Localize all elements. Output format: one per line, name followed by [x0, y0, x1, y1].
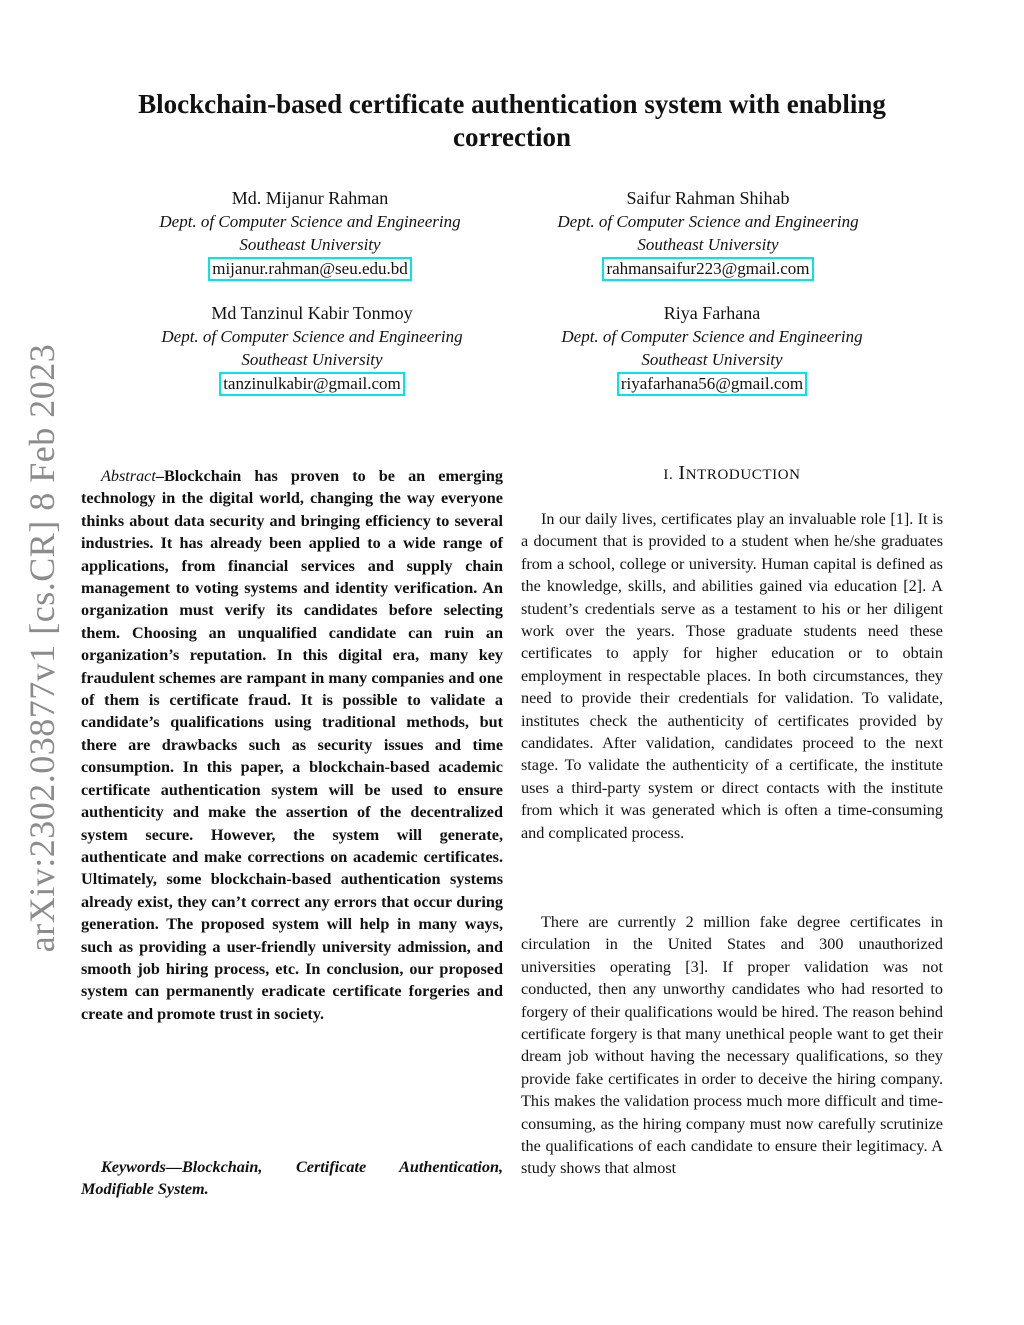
- author-name: Md. Mijanur Rahman: [231, 188, 389, 208]
- section-heading-introduction: [521, 462, 943, 485]
- author-dept: Dept. of Computer Science and Engineering: [159, 212, 461, 231]
- paper-title: Blockchain-based certificate authentication system with enabling correction: [138, 89, 886, 152]
- author-block: [100, 186, 520, 281]
- author-university: Southeast University: [239, 235, 381, 254]
- abstract-label: Abstract: [101, 467, 156, 485]
- intro-paragraph: In our daily lives, certificates play an invaluable role [1]. It is a document that is provided to a student when he/she graduates from a school, college or university. Human capital is defined as the knowledge, skills, and abilities gained via education [2]. A student’s credentials serve as a testament to his or her diligent work over the years. Those graduate students need these certificates to apply for higher education or to obtain employment in respectable places. In both circumstances, they need to provide their credentials for validation. To validate, institutes check the authenticity of certificates provided by candidates. After validation, candidates proceed to the next stage. To validate the authenticity of a certificate, the institute uses a third-party system or direct contacts with the institute from which it was generated which is often a time-consuming and complicated process.: [521, 510, 943, 842]
- author-university: Southeast University: [641, 350, 783, 369]
- author-email-link[interactable]: riyafarhana56@gmail.com: [617, 372, 807, 396]
- intro-paragraph: There are currently 2 million fake degree certificates in circulation in the United States and 300 unauthorized universities operating [3]. If proper validation was not conducted, then any unworthy candidates who had resorted to forgery of their qualifications would be hired. The reason behind certificate forgery is that many unethical people want to get their dream job without having the necessary qualifications, so they provide fake certificates in order to deceive the hiring company. This makes the validation process much more difficult and time-consuming, as the hiring company must now carefully scrutinize the qualifications of each candidate to ensure their legitimacy. A study shows that almost: [521, 913, 943, 1178]
- arxiv-stamp: arXiv:2302.03877v1 [cs.CR] 8 Feb 2023: [22, 343, 62, 953]
- abstract: [81, 465, 503, 1025]
- author-block: [102, 301, 522, 396]
- section-heading-initial: I: [678, 462, 686, 484]
- author-name: Riya Farhana: [663, 303, 761, 323]
- author-email-link[interactable]: mijanur.rahman@seu.edu.bd: [208, 257, 412, 281]
- abstract-text: Blockchain has proven to be an emerging technology in the digital world, changing the way everyone thinks about data security and bringing efficiency to several industries. It has already been applied to a wide range of applications, from financial services and supply chain management to voting systems and identity verification. An organization must verify its candidates before selecting them. Choosing an unqualified candidate can ruin an organization’s reputation. In this digital era, many key fraudulent schemes are rampant in many companies and one of them is certificate fraud. It is possible to validate a candidate’s qualifications using traditional methods, but there are drawbacks such as security issues and time consumption. In this paper, a blockchain-based academic certificate authentication system will be used to ensure authenticity and make the assertion of the decentralized system secure. However, the system will generate, authenticate and make corrections on academic certificates. Ultimately, some blockchain-based authentication systems already exist, they can’t correct any errors that occur during generation. The proposed system will help in many ways, such as providing a user-friendly university admission, and smooth job hiring process, etc. In conclusion, our proposed system can permanently eradicate certificate forgeries and create and promote trust in society.: [81, 467, 503, 1023]
- abstract-dash: –: [155, 467, 164, 485]
- author-university: Southeast University: [241, 350, 383, 369]
- keywords: Keywords—Blockchain, Certificate Authentication, Modifiable System.: [81, 1158, 503, 1199]
- author-email-link[interactable]: tanzinulkabir@gmail.com: [219, 372, 405, 396]
- author-university: Southeast University: [637, 235, 779, 254]
- author-name: Saifur Rahman Shihab: [626, 188, 790, 208]
- author-dept: Dept. of Computer Science and Engineering: [161, 327, 463, 346]
- author-block: [502, 301, 922, 396]
- author-block: [498, 186, 918, 281]
- author-dept: Dept. of Computer Science and Engineering: [561, 327, 863, 346]
- section-heading-rest: NTRODUCTION: [685, 467, 801, 483]
- author-name: Md Tanzinul Kabir Tonmoy: [211, 303, 413, 323]
- author-email-link[interactable]: rahmansaifur223@gmail.com: [602, 257, 813, 281]
- section-numeral: I.: [663, 467, 674, 483]
- author-dept: Dept. of Computer Science and Engineering: [557, 212, 859, 231]
